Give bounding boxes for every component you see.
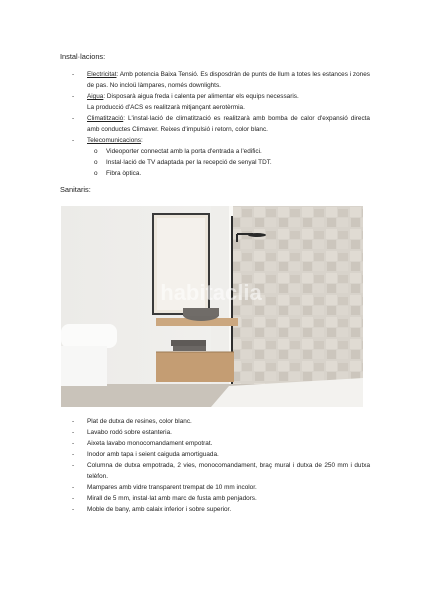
item-text: Disposarà aigua freda i calenta per alimentar els equips necessaris. <box>106 93 299 100</box>
instalacions-heading: Instal·lacions: <box>60 52 106 61</box>
item-label: Electricitat <box>87 71 117 78</box>
item-text: Amb potencia Baixa Tensió. Es disposdràn de punts de llum a totes les estances i zones de pas. No incloü làmpares, només downlights. <box>87 71 370 89</box>
list-item: - Inodor amb tapa i seient caiguda amortiguada. <box>72 451 219 458</box>
instalacions-list <box>60 69 370 179</box>
circle-bullet: o <box>94 148 98 155</box>
dash-bullet: - <box>72 71 75 78</box>
circle-bullet: o <box>94 159 98 166</box>
dash-bullet: - <box>72 429 75 436</box>
sanitaris-heading: Sanitaris: <box>60 185 91 194</box>
list-item-climatitzacio: - Climatització: L'instal·lació de climatització es realitzarà amb bomba de calor d'expansió directa amb conductes Climaver. Reixes d'impulsió i retorn, color blanc. <box>72 115 370 133</box>
list-item: - Aixeta lavabo monocomandament empotrat. <box>72 440 213 447</box>
sublist-item-tv: o Instal·lació de TV adaptada per la recepció de senyal TDT. <box>94 159 272 166</box>
dash-bullet: - <box>72 418 75 425</box>
item-label: Telecomunicacions <box>87 137 141 144</box>
dash-bullet: - <box>72 93 75 100</box>
sublist-item-videoporter: o Videoporter connectat amb la porta d'entrada a l'edifici. <box>94 148 262 155</box>
watermark-text: habitaclia <box>160 280 262 305</box>
sublist-item-fibra: o Fibra òptica. <box>94 170 142 177</box>
list-item-electricitat: - Electricitat: Amb potencia Baixa Tensió. Es disposdràn de punts de llum a totes les estances i zones de pas. No incloü làmpares, només downlights. <box>72 71 370 89</box>
bathroom-photo <box>61 206 363 407</box>
dash-bullet: - <box>72 451 75 458</box>
circle-bullet: o <box>94 170 98 177</box>
dash-bullet: - <box>72 137 75 144</box>
dash-bullet: - <box>72 462 75 469</box>
item-label: Aigua <box>87 93 104 100</box>
list-item: - Columna de dutxa empotrada, 2 vies, monocomandament, braç mural i dutxa de 250 mm i dutxa telèfon. <box>72 462 370 480</box>
dash-bullet: - <box>72 495 75 502</box>
item-label: Climatització <box>87 115 124 122</box>
list-item: - Mirall de 5 mm, instal·lat amb marc de fusta amb penjadors. <box>72 495 257 502</box>
list-item: - Lavabo rodó sobre estanteria. <box>72 429 172 436</box>
dash-bullet: - <box>72 115 75 122</box>
list-item-telecomunicacions: - Telecomunicacions: <box>72 137 143 144</box>
dash-bullet: - <box>72 506 75 513</box>
dash-bullet: - <box>72 484 75 491</box>
item-text: L'instal·lació de climatització es realitzarà amb bomba de calor d'expansió directa amb conductes Climaver. Reixes d'impulsió i retorn, color blanc. <box>87 115 370 133</box>
list-item: - Plat de dutxa de resines, color blanc. <box>72 418 192 425</box>
dash-bullet: - <box>72 440 75 447</box>
list-item: - Mampares amb vidre transparent trempat de 10 mm incolor. <box>72 484 257 491</box>
sanitaris-list <box>60 416 370 515</box>
item-text-2: La producció d'ACS es realitzarà mitjançant aerotèrmia. <box>87 104 245 111</box>
list-item: - Moble de bany, amb calaix inferior i sobre superior. <box>72 506 232 513</box>
list-item-aigua: - Aigua: Disposarà aigua freda i calenta per alimentar els equips necessaris. La producció d'ACS es realitzarà mitjançant aerotèrmia. <box>72 93 299 111</box>
